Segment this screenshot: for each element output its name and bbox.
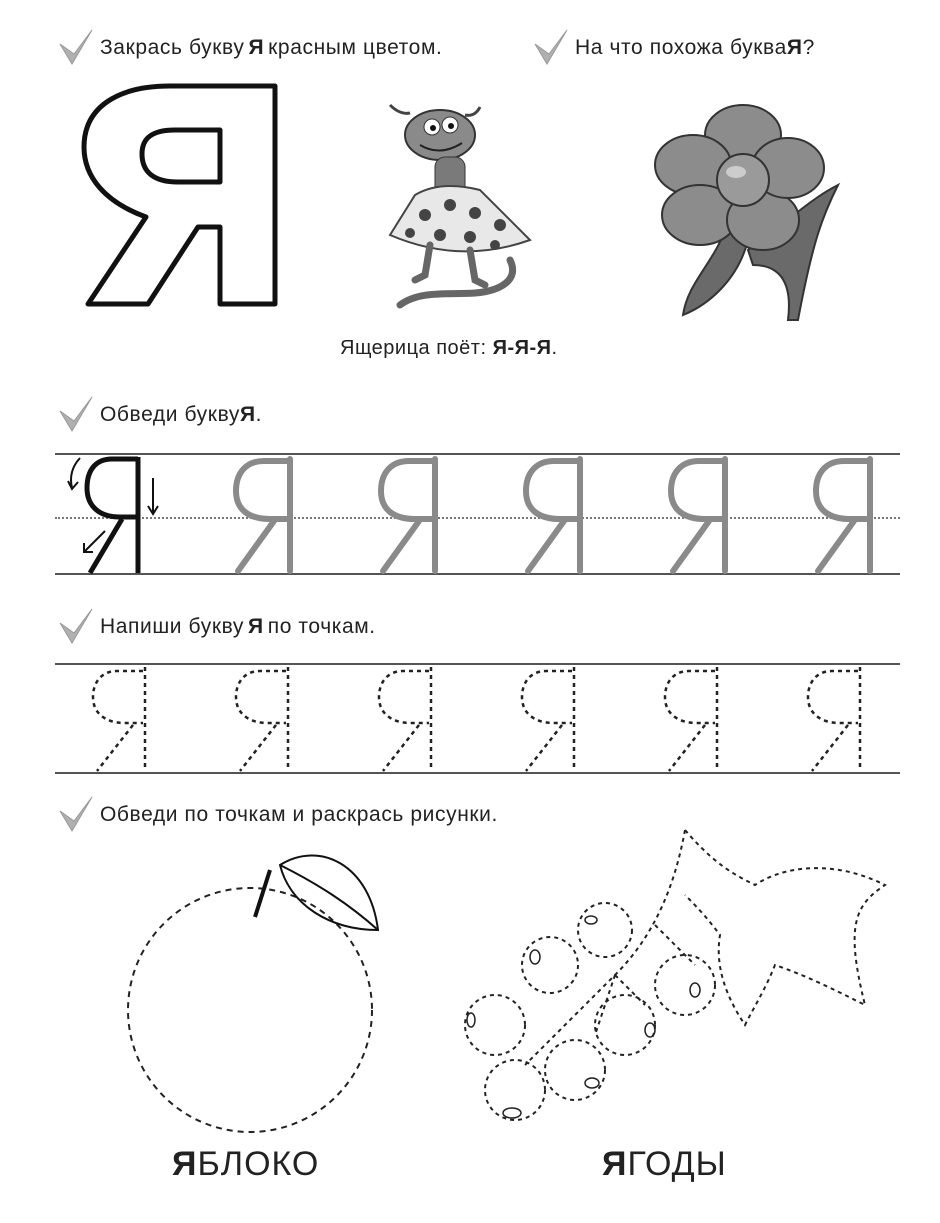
berries-drawing[interactable] [455, 825, 895, 1125]
arrow-icon [68, 458, 80, 489]
lizard-illustration [380, 95, 535, 310]
checkmark-icon [58, 395, 94, 435]
task-letter-looks-like [533, 28, 815, 68]
trace-letters-row[interactable] [220, 453, 900, 575]
sample-letter-ya [60, 453, 170, 575]
trace-letter [236, 459, 290, 571]
word-first-letter: Я [172, 1145, 198, 1183]
task-text-end: . [255, 403, 263, 426]
trace-letter [381, 459, 435, 571]
checkmark-icon [533, 28, 569, 68]
task-trace-and-color [58, 795, 498, 835]
arrow-down-icon [148, 478, 158, 514]
word-first-letter: Я [602, 1145, 628, 1183]
caption-text: Ящерица поёт: [340, 337, 493, 359]
task-text: Закрась букву [100, 36, 245, 59]
caption-sound: Я-Я-Я [492, 337, 552, 359]
task-text-end: красным цветом. [268, 36, 443, 59]
checkmark-icon [58, 28, 94, 68]
big-letter-ya-outline[interactable] [80, 82, 280, 312]
word-apple [172, 1145, 319, 1184]
word-berries [602, 1145, 727, 1184]
task-letter: Я [786, 36, 803, 59]
caption-end: . [551, 337, 558, 359]
task-trace-letter [58, 395, 262, 435]
apple-drawing[interactable] [120, 845, 390, 1115]
task-text: Обведи букву [100, 403, 240, 426]
task-text: Напиши букву [100, 615, 245, 638]
task-write-dots [58, 607, 376, 647]
task-letter: Я [239, 403, 256, 426]
task-text-end: по точкам. [267, 615, 376, 638]
task-letter: Я [248, 615, 264, 638]
trace-letter [526, 459, 580, 571]
task-text: Обведи по точкам и раскрась рисунки. [100, 803, 498, 826]
task-letter: Я [248, 36, 265, 59]
task-color-letter [58, 28, 442, 68]
trace-letter [816, 459, 870, 571]
word-rest: ГОДЫ [627, 1145, 727, 1183]
flower-illustration [648, 100, 858, 325]
checkmark-icon [58, 795, 94, 835]
trace-letter [671, 459, 725, 571]
lizard-caption [340, 337, 558, 360]
word-rest: БЛОКО [197, 1145, 320, 1183]
checkmark-icon [58, 607, 94, 647]
dotted-letters-row[interactable] [85, 663, 885, 773]
task-text: На что похожа буква [575, 36, 787, 59]
task-text-end: ? [802, 36, 815, 59]
